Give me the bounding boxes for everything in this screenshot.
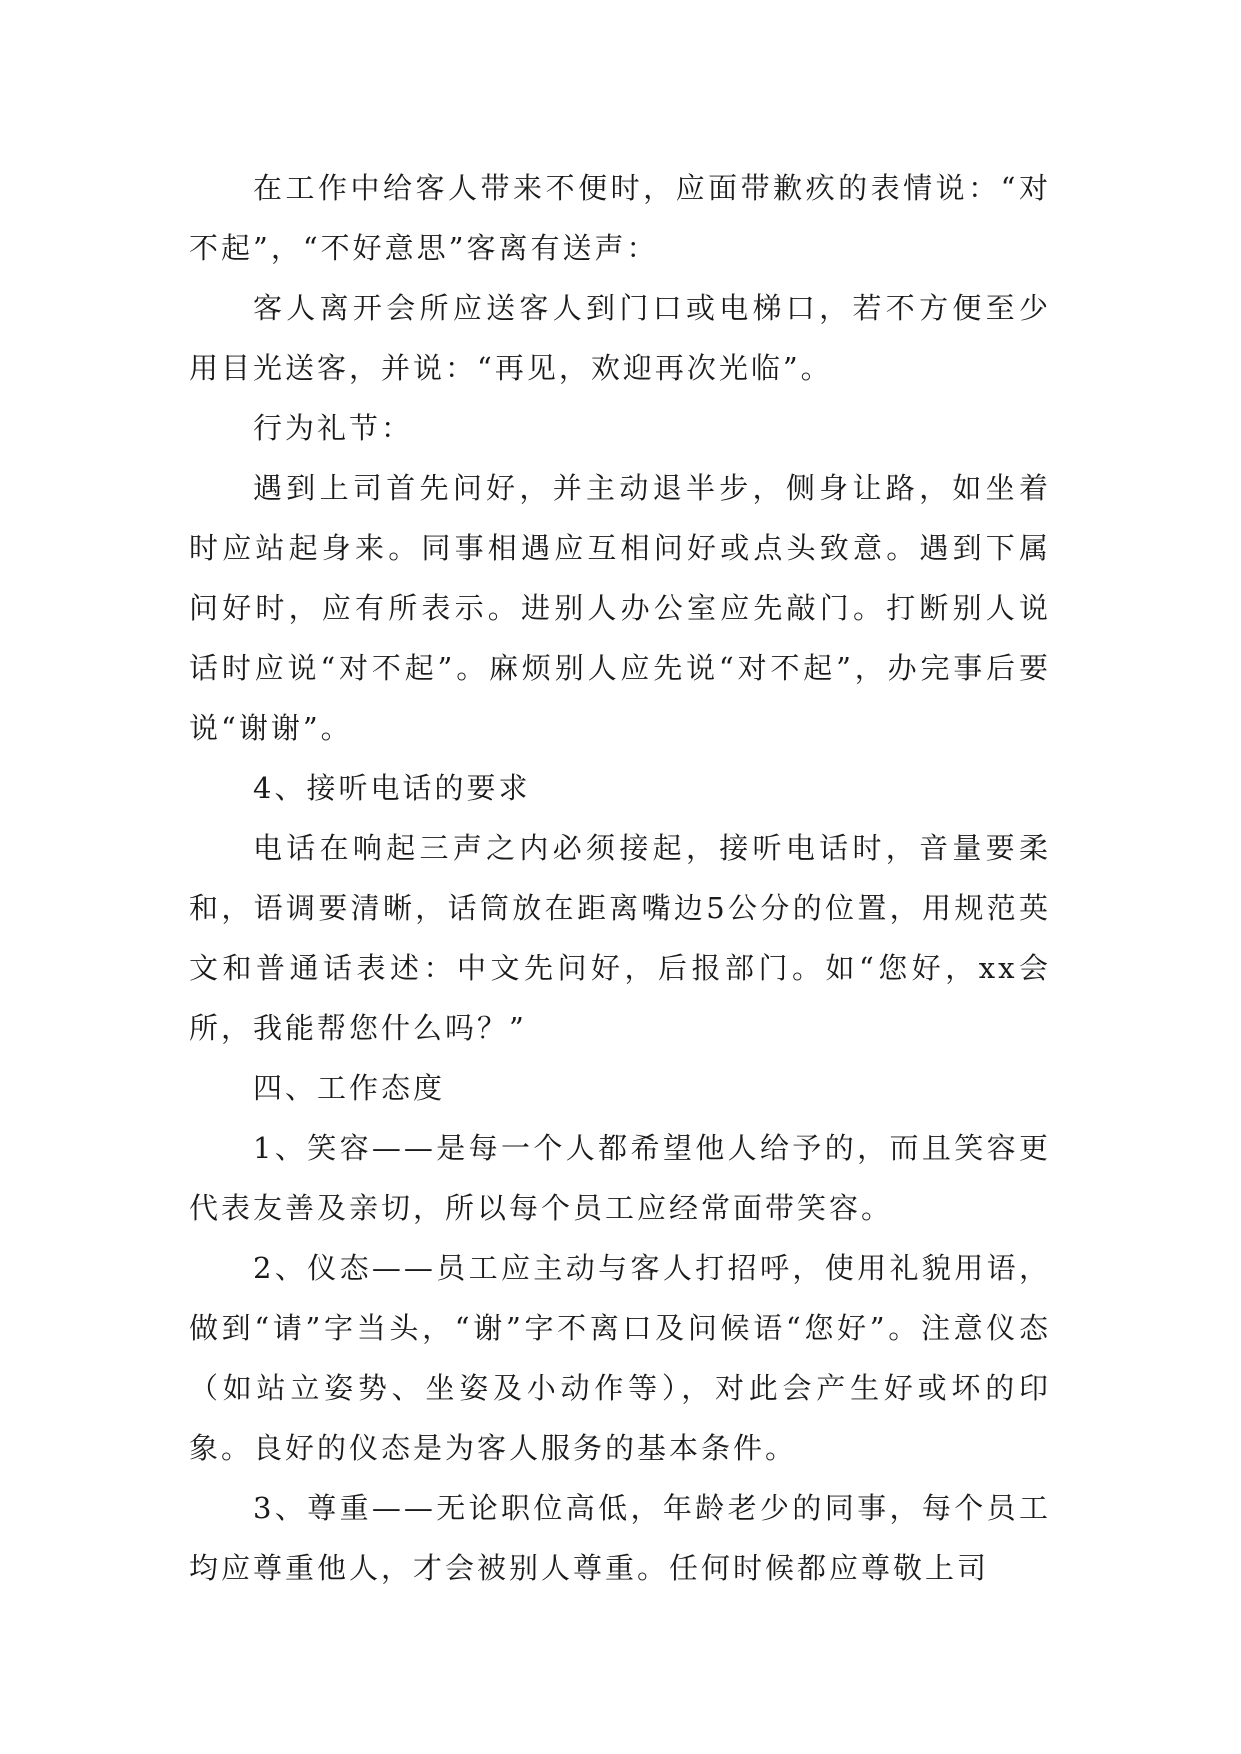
document-body	[189, 158, 1051, 1598]
paragraph-respect: 3、尊重——无论职位高低，年龄老少的同事，每个员工均应尊重他人，才会被别人尊重。任何时候都应尊敬上司	[189, 1491, 1051, 1585]
paragraph-behavior-etiquette: 遇到上司首先问好，并主动退半步，侧身让路，如坐着时应站起身来。同事相遇应互相问好或点头致意。遇到下属问好时，应有所表示。进别人办公室应先敲门。打断别人说话时应说“对不起”。麻烦别人应先说“对不起”，办完事后要说“谢谢”。	[189, 471, 1051, 745]
paragraph-manner: 2、仪态——员工应主动与客人打招呼，使用礼貌用语，做到“请”字当头，“谢”字不离口及问候语“您好”。注意仪态（如站立姿势、坐姿及小动作等），对此会产生好或坏的印象。良好的仪态是为客人服务的基本条件。	[189, 1251, 1051, 1465]
heading-work-attitude: 四、工作态度	[253, 1071, 446, 1105]
paragraph-smile: 1、笑容——是每一个人都希望他人给予的，而且笑容更代表友善及亲切，所以每个员工应经常面带笑容。	[189, 1131, 1051, 1225]
heading-phone-requirements: 4、接听电话的要求	[253, 771, 531, 805]
heading-behavior-etiquette: 行为礼节：	[253, 411, 414, 445]
paragraph-apology: 在工作中给客人带来不便时，应面带歉疚的表情说：“对不起”，“不好意思”客离有送声：	[189, 171, 1051, 265]
paragraph-farewell: 客人离开会所应送客人到门口或电梯口，若不方便至少用目光送客，并说：“再见，欢迎再次光临”。	[189, 291, 1051, 385]
paragraph-phone-requirements: 电话在响起三声之内必须接起，接听电话时，音量要柔和，语调要清晰，话筒放在距离嘴边5公分的位置，用规范英文和普通话表述：中文先问好，后报部门。如“您好，xx会所，我能帮您什么吗？”	[189, 831, 1051, 1045]
